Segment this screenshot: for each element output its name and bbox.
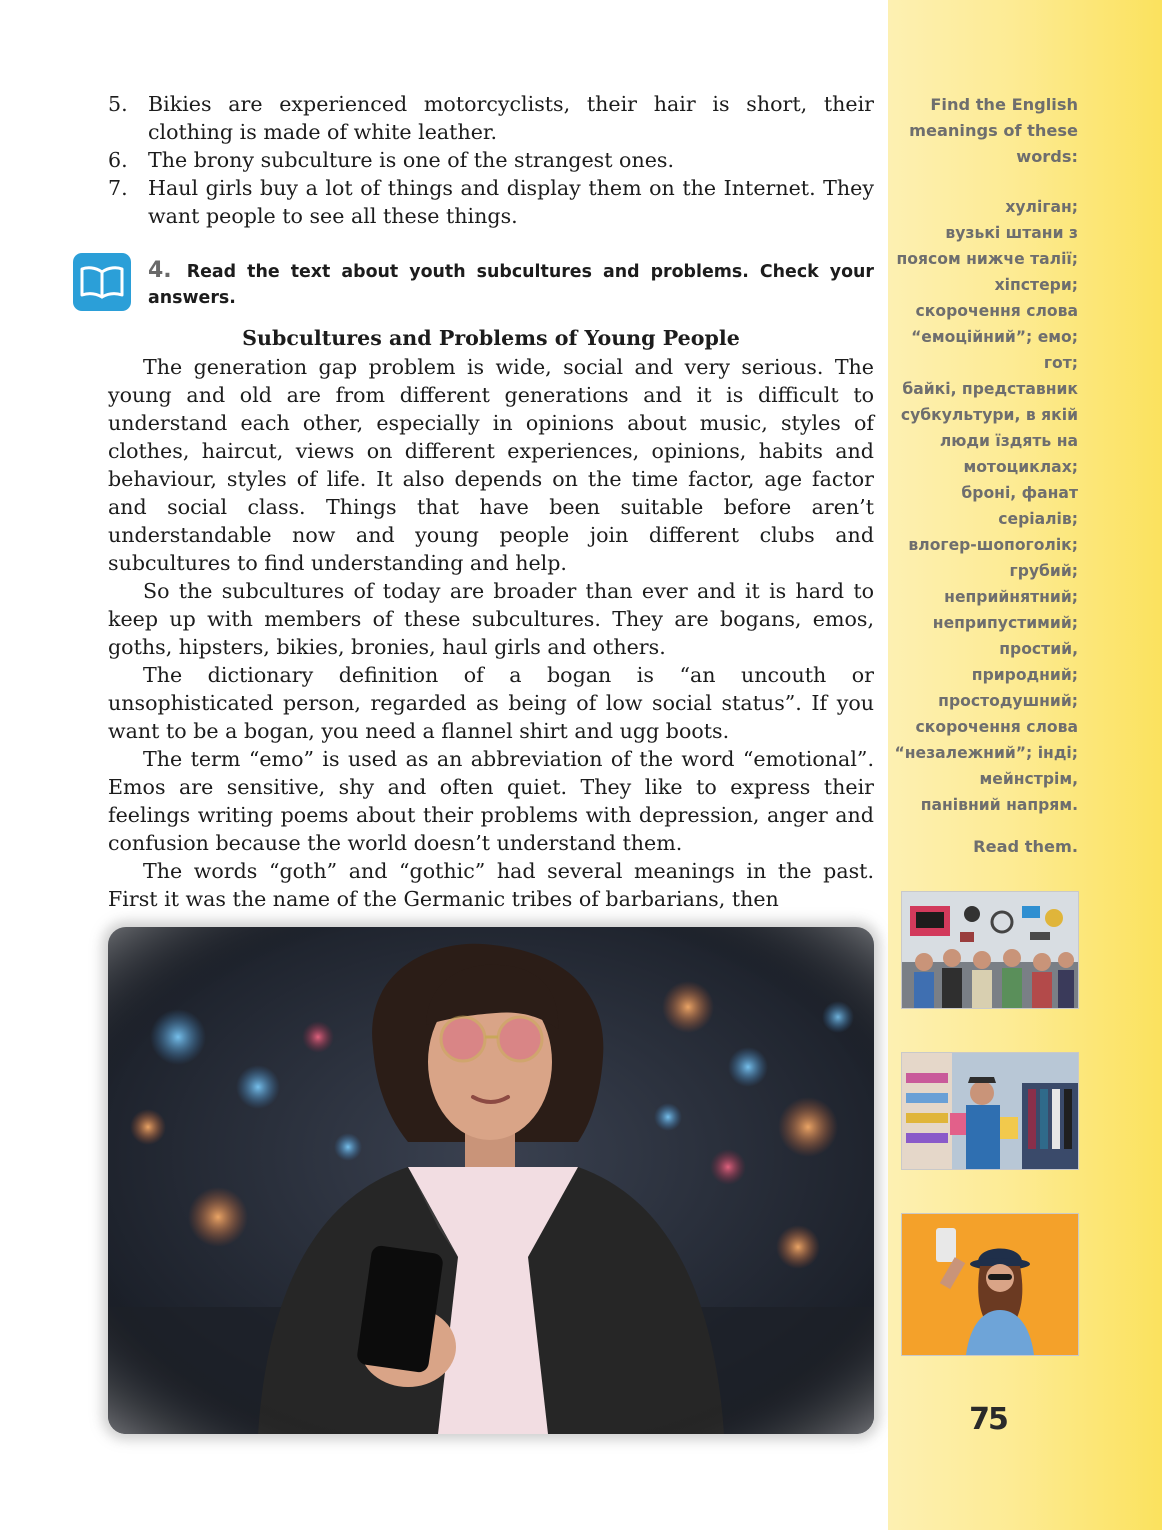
list-item — [108, 146, 874, 174]
article-paragraph: The term “emo” is used as an abbreviation of the word “emotional”. Emos are sensitive, shy and often quiet. They like to express their feelings writing poems about their problems with depression, anger and confusion because the world doesn’t understand them. — [108, 747, 874, 855]
article — [108, 323, 874, 913]
vocabulary-footer: Read them. — [973, 837, 1078, 856]
article-paragraph: The words “goth” and “gothic” had several meanings in the past. First it was the name of the Germanic tribes of barbarians, then — [108, 859, 874, 911]
vocabulary-line: “незалежний”; інді; — [894, 744, 1078, 762]
vocabulary-line: неприпустимий; — [932, 614, 1078, 632]
vocabulary-line: неприйнятний; — [944, 588, 1078, 606]
article-paragraph: The dictionary definition of a bogan is “an uncouth or unsophisticated person, regarded as being of low social status”. If you want to be a bogan, you need a flannel shirt and ugg boots. — [108, 663, 874, 743]
vocabulary-line: скорочення слова — [915, 302, 1078, 320]
reading-task-badge — [73, 253, 131, 311]
vocabulary-line: грубий; — [1009, 562, 1078, 580]
vocabulary-line: байкі, представник — [902, 380, 1078, 398]
vocabulary-line: поясом нижче талії; — [896, 250, 1078, 268]
vocabulary-line: серіалів; — [998, 510, 1078, 528]
vocabulary-list — [878, 194, 1078, 818]
thumbnail-selfie-girl — [901, 1213, 1079, 1356]
vocabulary-line: хуліган; — [1005, 198, 1078, 216]
vocabulary-heading-line: words: — [1016, 147, 1078, 166]
vocabulary-line: природний; — [971, 666, 1078, 684]
statement-list — [108, 90, 874, 230]
vocabulary-line: панівний напрям. — [920, 796, 1078, 814]
vocabulary-line: люди їздять на — [939, 432, 1078, 450]
vocabulary-line: “емоційний”; емо; — [911, 328, 1078, 346]
list-item-number: 7. — [108, 176, 128, 200]
vocabulary-heading-line: meanings of these — [909, 121, 1078, 140]
task-instruction — [148, 258, 874, 311]
vocabulary-heading-line: Find the English — [930, 95, 1078, 114]
list-item-text: Haul girls buy a lot of things and display them on the Internet. They want people to see all these things. — [148, 176, 874, 228]
thumbnail-shopping-girl — [901, 1052, 1079, 1170]
vocabulary-heading — [878, 92, 1078, 170]
list-item-number: 6. — [108, 148, 128, 172]
list-item-text: Bikies are experienced motorcyclists, their hair is short, their clothing is made of white leather. — [148, 92, 874, 144]
photo-woman-with-smartphone — [108, 927, 874, 1434]
vocabulary-line: хіпстери; — [994, 276, 1078, 294]
thumbnail-hipster-group — [901, 891, 1079, 1009]
vocabulary-line: вузькі штани з — [945, 224, 1078, 242]
article-paragraph: The generation gap problem is wide, social and very serious. The young and old are from different generations and it is difficult to understand each other, especially in opinions about music, styles of clothes, haircut, views on different experiences, opinions, habits and behaviour, styles of life. It also depends on the time factor, age factor and social class. Things that have been suitable before aren’t understandable now and young people join different clubs and subcultures to find understanding and help. — [108, 355, 874, 575]
task-number: 4. — [148, 258, 172, 283]
list-item-text: The brony subculture is one of the strangest ones. — [148, 148, 675, 172]
vocabulary-line: простий, — [999, 640, 1078, 658]
vocabulary-line: скорочення слова — [915, 718, 1078, 736]
article-title: Subcultures and Problems of Young People — [242, 326, 740, 350]
list-item-number: 5. — [108, 92, 128, 116]
vocabulary-line: простодушний; — [938, 692, 1078, 710]
statement-list-block — [108, 90, 874, 230]
list-item — [108, 90, 874, 146]
vocabulary-line: мейнстрім, — [979, 770, 1078, 788]
open-book-icon — [79, 265, 125, 299]
task-text: Read the text about youth subcultures and problems. Check your answers. — [148, 262, 874, 308]
vocabulary-line: мотоциклах; — [963, 458, 1078, 476]
article-paragraph: So the subcultures of today are broader than ever and it is hard to keep up with members of these subcultures. They are bogans, emos, goths, hipsters, bikies, bronies, haul girls and others. — [108, 579, 874, 659]
list-item — [108, 174, 874, 230]
vocabulary-line: субкультури, в якій — [900, 406, 1078, 424]
vocabulary-line: влогер-шопоголік; — [908, 536, 1078, 554]
vocabulary-line: гот; — [1043, 354, 1078, 372]
page-number: 75 — [969, 1402, 1007, 1437]
vocabulary-line: броні, фанат — [961, 484, 1078, 502]
vocabulary-panel — [878, 92, 1078, 860]
